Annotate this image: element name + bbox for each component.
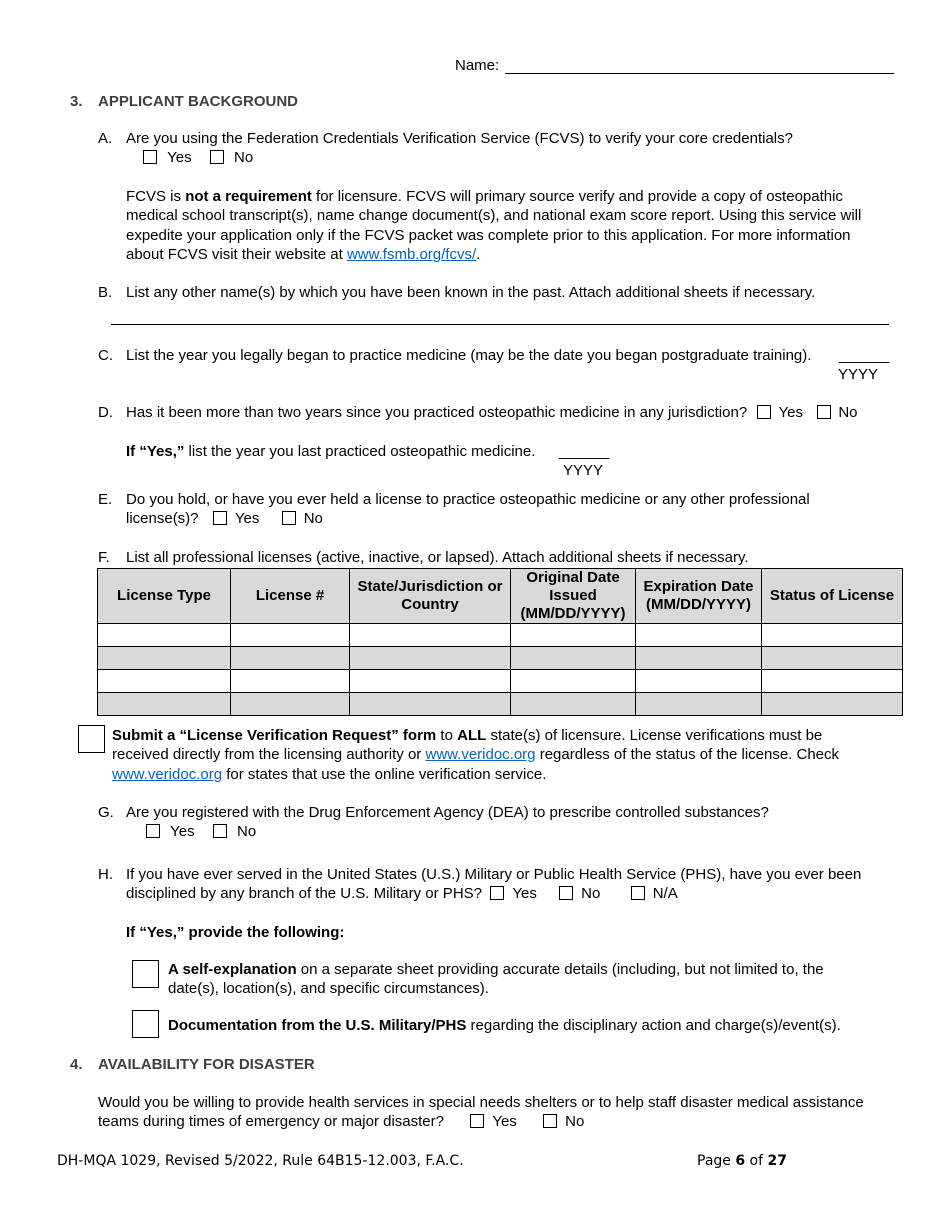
question-h-followup: If “Yes,” provide the following: xyxy=(126,924,345,941)
question-d-text: Has it been more than two years since you practiced osteopathic medicine in any jurisdiction? Yes No xyxy=(126,404,858,421)
license-table-header: State/Jurisdiction or Country xyxy=(350,569,511,624)
question-h-no-checkbox[interactable] xyxy=(559,886,573,900)
license-cell[interactable] xyxy=(231,624,350,647)
question-d-no-checkbox[interactable] xyxy=(817,405,831,419)
question-g-yes-checkbox[interactable] xyxy=(146,824,160,838)
license-cell[interactable] xyxy=(350,647,511,670)
question-e-text-line1: Do you hold, or have you ever held a license to practice osteopathic medicine or any other professional xyxy=(126,491,810,508)
question-a-yes-label: Yes xyxy=(167,149,192,166)
question-c-letter: C. xyxy=(98,347,113,364)
section-3-number: 3. xyxy=(70,93,83,110)
question-h-no-label: No xyxy=(581,885,601,902)
question-g-no-checkbox[interactable] xyxy=(213,824,227,838)
license-cell[interactable] xyxy=(636,624,762,647)
section-4-title: AVAILABILITY FOR DISASTER xyxy=(98,1056,315,1073)
license-cell[interactable] xyxy=(636,693,762,716)
question-f-text: List all professional licenses (active, inactive, or lapsed). Attach additional sheets if necessary. xyxy=(126,549,749,566)
disaster-question-line1: Would you be willing to provide health services in special needs shelters or to help staff disaster medical assistance xyxy=(98,1094,864,1111)
question-d-no-label: No xyxy=(838,404,858,421)
question-b-letter: B. xyxy=(98,284,113,301)
section-3-title: APPLICANT BACKGROUND xyxy=(98,93,298,110)
fcvs-info-line2: medical school transcript(s), name change document(s), and national exam score report. Using this service will xyxy=(126,207,862,224)
license-cell[interactable] xyxy=(511,670,636,693)
fcvs-info-line4: about FCVS visit their website at www.fsmb.org/fcvs/. xyxy=(126,246,481,263)
question-h-yes-checkbox[interactable] xyxy=(490,886,504,900)
license-table xyxy=(97,568,903,716)
question-g-options xyxy=(146,822,256,841)
license-cell[interactable] xyxy=(231,647,350,670)
question-e-letter: E. xyxy=(98,491,113,508)
license-verification-checkbox[interactable] xyxy=(78,725,105,753)
section-4-number: 4. xyxy=(70,1056,83,1073)
question-f-letter: F. xyxy=(98,549,110,566)
license-cell[interactable] xyxy=(511,647,636,670)
license-table-header: Original Date Issued (MM/DD/YYYY) xyxy=(511,569,636,624)
question-e-text-line2: license(s)? Yes No xyxy=(126,510,323,527)
license-cell[interactable] xyxy=(636,647,762,670)
question-g-no-label: No xyxy=(237,823,257,840)
question-c-text: List the year you legally began to practice medicine (may be the date you began postgraduate training). xyxy=(126,347,812,364)
license-table-header: License # xyxy=(231,569,350,624)
license-cell[interactable] xyxy=(762,670,903,693)
veridoc-link[interactable]: www.veridoc.org xyxy=(425,746,536,763)
question-b-text: List any other name(s) by which you have been known in the past. Attach additional sheets if necessary. xyxy=(126,284,816,301)
question-d-yes-label: Yes xyxy=(778,404,803,421)
self-explanation-checkbox[interactable] xyxy=(132,960,159,988)
license-cell[interactable] xyxy=(350,670,511,693)
disaster-yes-label: Yes xyxy=(492,1113,517,1130)
form-identifier: DH-MQA 1029, Revised 5/2022, Rule 64B15-12.003, F.A.C. xyxy=(57,1153,464,1169)
license-verification-line1: Submit a “License Verification Request” form to ALL state(s) of licensure. License verifications must be xyxy=(112,727,823,744)
question-h-letter: H. xyxy=(98,866,113,883)
self-explanation-line1: A self-explanation on a separate sheet providing accurate details (including, but not limited to, the xyxy=(168,961,824,978)
practice-year-field[interactable]: ______ xyxy=(839,347,890,364)
question-d-letter: D. xyxy=(98,404,113,421)
license-cell[interactable] xyxy=(98,670,231,693)
question-a-text: Are you using the Federation Credentials Verification Service (FCVS) to verify your core credentials? xyxy=(126,130,793,147)
license-cell[interactable] xyxy=(98,693,231,716)
license-cell[interactable] xyxy=(762,693,903,716)
disaster-no-checkbox[interactable] xyxy=(543,1114,557,1128)
fcvs-info-line1: FCVS is not a requirement for licensure. FCVS will primary source verify and provide a copy of osteopathic xyxy=(126,188,843,205)
question-g-letter: G. xyxy=(98,804,114,821)
question-h-yes-label: Yes xyxy=(512,885,537,902)
name-field[interactable] xyxy=(505,73,894,74)
question-e-yes-checkbox[interactable] xyxy=(213,511,227,525)
license-cell[interactable] xyxy=(636,670,762,693)
military-documentation-text: Documentation from the U.S. Military/PHS regarding the disciplinary action and charge(s)/event(s). xyxy=(168,1017,841,1034)
page-number: Page 6 of 27 xyxy=(697,1153,787,1169)
question-e-no-label: No xyxy=(303,510,323,527)
license-cell[interactable] xyxy=(511,693,636,716)
name-label: Name: xyxy=(455,57,500,74)
license-table-header: Status of License xyxy=(762,569,903,624)
question-g-yes-label: Yes xyxy=(170,823,195,840)
license-cell[interactable] xyxy=(98,624,231,647)
license-verification-line3: www.veridoc.org for states that use the online verification service. xyxy=(112,766,547,783)
question-e-no-checkbox[interactable] xyxy=(282,511,296,525)
veridoc-link[interactable]: www.veridoc.org xyxy=(112,766,223,783)
question-h-text-line1: If you have ever served in the United States (U.S.) Military or Public Health Service (PHS), have you ever been xyxy=(126,866,862,883)
question-a-no-label: No xyxy=(234,149,254,166)
question-g-text: Are you registered with the Drug Enforcement Agency (DEA) to prescribe controlled substances? xyxy=(126,804,769,821)
question-d-yes-checkbox[interactable] xyxy=(757,405,771,419)
license-cell[interactable] xyxy=(231,670,350,693)
license-cell[interactable] xyxy=(231,693,350,716)
practice-year-format: YYYY xyxy=(838,366,879,383)
question-a-yes-checkbox[interactable] xyxy=(143,150,157,164)
license-cell[interactable] xyxy=(350,624,511,647)
question-e-yes-label: Yes xyxy=(234,510,260,527)
question-a-options xyxy=(143,148,253,167)
last-practice-year-format: YYYY xyxy=(563,462,604,479)
disaster-yes-checkbox[interactable] xyxy=(470,1114,484,1128)
question-h-na-checkbox[interactable] xyxy=(631,886,645,900)
question-h-text-line2: disciplined by any branch of the U.S. Military or PHS? Yes No N/A xyxy=(126,885,678,902)
license-table-header: License Type xyxy=(98,569,231,624)
table-row xyxy=(98,670,903,693)
fcvs-link[interactable]: www.fsmb.org/fcvs/ xyxy=(346,246,477,263)
question-d-followup: If “Yes,” list the year you last practiced osteopathic medicine. xyxy=(126,443,536,460)
license-cell[interactable] xyxy=(350,693,511,716)
license-cell[interactable] xyxy=(98,647,231,670)
license-cell[interactable] xyxy=(762,624,903,647)
license-cell[interactable] xyxy=(762,647,903,670)
other-names-field[interactable] xyxy=(111,324,889,325)
table-row xyxy=(98,624,903,647)
question-a-letter: A. xyxy=(98,130,113,147)
license-verification-line2: received directly from the licensing authority or www.veridoc.org regardless of the status of the license. Check xyxy=(112,746,840,763)
table-row xyxy=(98,647,903,670)
fcvs-info-line3: expedite your application only if the FCVS packet was complete prior to this application. For more information xyxy=(126,227,851,244)
disaster-no-label: No xyxy=(565,1113,585,1130)
question-h-na-label: N/A xyxy=(652,885,678,902)
license-cell[interactable] xyxy=(511,624,636,647)
self-explanation-line2: date(s), location(s), and specific circumstances). xyxy=(168,980,489,997)
license-table-header: Expiration Date (MM/DD/YYYY) xyxy=(636,569,762,624)
military-documentation-checkbox[interactable] xyxy=(132,1010,159,1038)
last-practice-year-field[interactable]: ______ xyxy=(559,443,610,460)
table-row xyxy=(98,693,903,716)
question-a-no-checkbox[interactable] xyxy=(210,150,224,164)
disaster-question-line2: teams during times of emergency or major disaster? Yes No xyxy=(98,1113,585,1130)
